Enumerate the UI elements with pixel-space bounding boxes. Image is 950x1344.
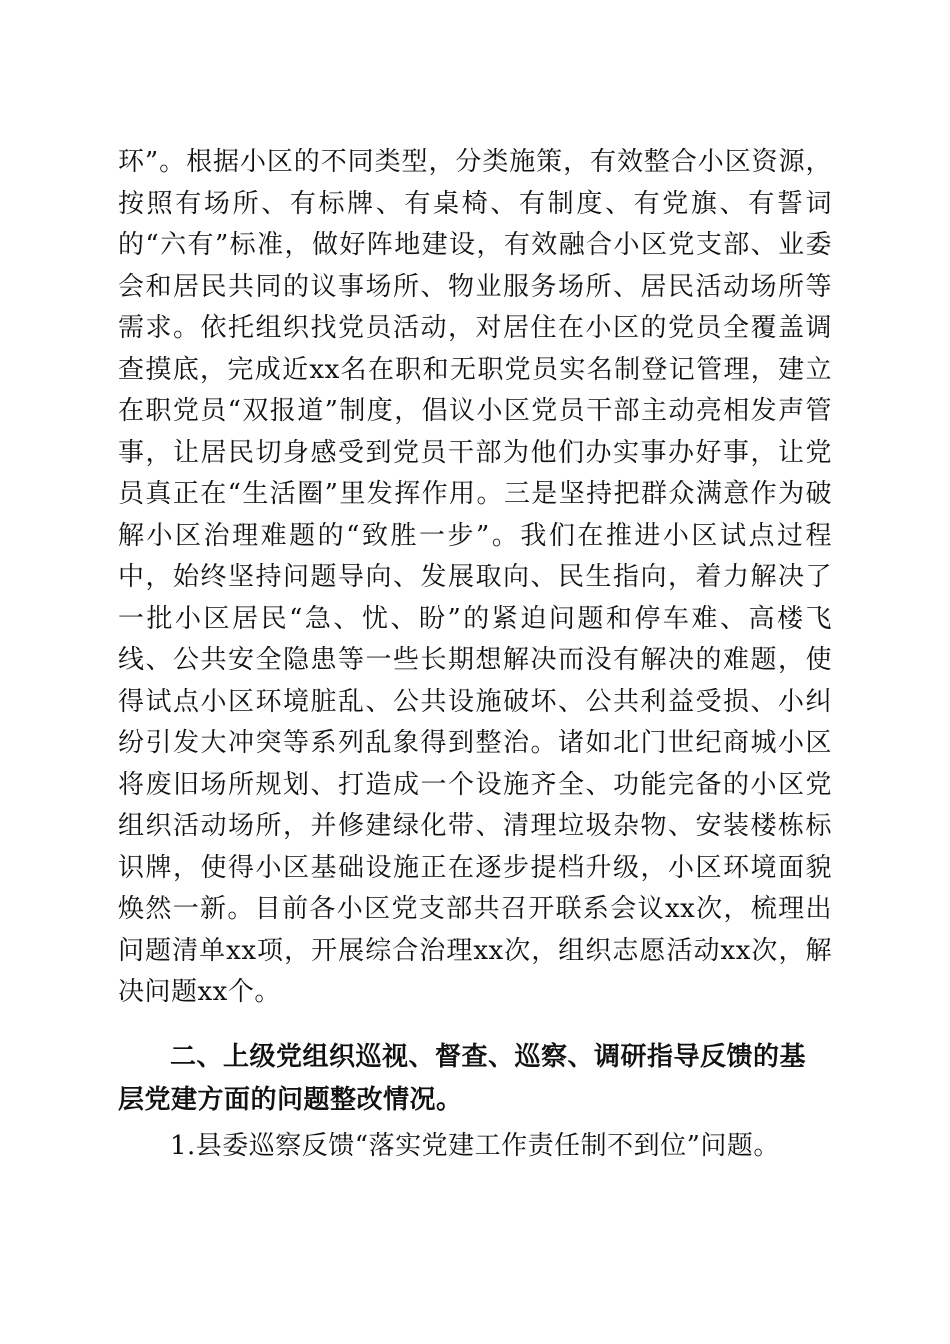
subitem-1: 1.县委巡察反馈“落实党建工作责任制不到位”问题。	[170, 1131, 780, 1161]
paragraph-continuation: 环”。根据小区的不同类型，分类施策，有效整合小区资源，按照有场所、有标牌、有桌椅、有制度、有党旗、有誓词的“六有”标准，做好阵地建设，有效融合小区党支部、业委会和居民共同的议事场所、物业服务场所、居民活动场所等需求。依托组织找党员活动，对居住在小区的党员全覆盖调查摸底，完成近xx名在职和无职党员实名制登记管理，建立在职党员“双报道”制度，倡议小区党员干部主动亮相发声管事，让居民切身感受到党员干部为他们办实事办好事，让党员真正在“生活圈”里发挥作用。三是坚持把群众满意作为破解小区治理难题的“致胜一步”。我们在推进小区试点过程中，始终坚持问题导向、发展取向、民生指向，着力解决了一批小区居民“急、忧、盼”的紧迫问题和停车难、高楼飞线、公共安全隐患等一些长期想解决而没有解决的难题，使得试点小区环境脏乱、公共设施破坏、公共利益受损、小纠纷引发大冲突等系列乱象得到整治。诸如北门世纪商城小区将废旧场所规划、打造成一个设施齐全、功能完备的小区党组织活动场所，并修建绿化带、清理垃圾杂物、安装楼栋标识牌，使得小区基础设施正在逐步提档升级，小区环境面貌焕然一新。目前各小区党支部共召开联系会议xx次，梳理出问题清单xx项，开展综合治理xx次，组织志愿活动xx次，解决问题xx个。	[118, 147, 832, 1007]
body-text-block	[118, 142, 832, 1014]
section-heading: 二、上级党组织巡视、督查、巡察、调研指导反馈的基层党建方面的问题整改情况。	[118, 1042, 807, 1115]
